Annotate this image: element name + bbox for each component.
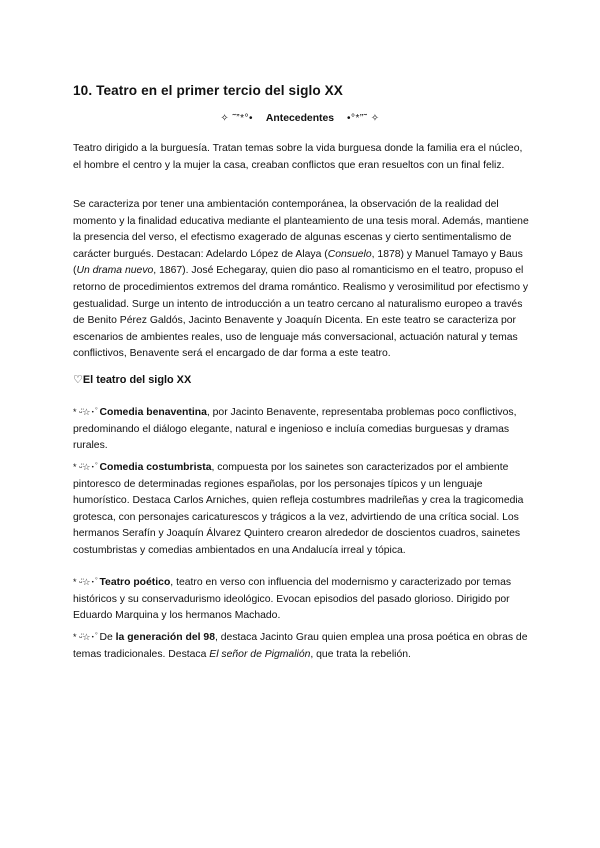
item-term: Teatro poético — [99, 577, 171, 588]
paragraph-intro — [73, 141, 529, 174]
bullet-icon: * ᵕ̈☆･ﾟ — [73, 462, 100, 472]
decorative-ornament-right: •°*”˜ ✧ — [346, 113, 380, 124]
work-title: Consuelo — [327, 248, 372, 260]
bullet-icon: * ᵕ̈☆･ﾟ — [73, 577, 100, 587]
text-run: De — [99, 632, 116, 643]
text-run: , teatro en verso con influencia del modernismo y caracterizado por temas históricos y su conservadurismo ideológico. Evocan episodios del pasado glorioso. Dirigido por Eduardo Marquina y los hermanos Machado. — [73, 577, 512, 622]
work-title: El señor de Pigmalión — [209, 648, 311, 660]
decorative-ornament-left: ✧ ˜”*°• — [220, 113, 254, 124]
section-heading-antecedentes — [0, 113, 600, 124]
item-term: la generación del 98 — [115, 632, 215, 643]
paragraph-text — [73, 197, 529, 363]
list-item-text — [73, 574, 529, 625]
bullet-icon: * ᵕ̈☆･ﾟ — [73, 632, 100, 642]
list-item — [73, 404, 529, 455]
list-item-text — [73, 404, 529, 455]
text-run: , compuesta por los sainetes son caracterizados por el ambiente pintoresco de determinadas regiones españolas, por los personajes típicos y un lenguaje humorístico. Destaca Carlos Arniches, quien refleja costumbres madrileñas y crea la tragicomedia grotesca, con personajes caricaturescos y trágicos a la vez, advirtiendo de una crítica social. Los hermanos Serafín y Joaquín Álvarez Quintero crearon alrededor de doscientos cuadros, sainetes costumbristas y comedias ambientados en una Andalucía irreal y tópica. — [73, 462, 524, 556]
paragraph-text: Teatro dirigido a la burguesía. Tratan temas sobre la vida burguesa donde la familia era el núcleo, el hombre el centro y la mujer la casa, creaban conflictos que eran resueltos con un final feliz. — [73, 143, 523, 171]
bullet-icon: * ᵕ̈☆･ﾟ — [73, 407, 100, 417]
text-run: , 1878) y Manuel Tamayo y Baus ( — [73, 248, 523, 277]
list-item — [73, 574, 529, 625]
text-run: , 1867). José Echegaray, quien dio paso al romanticismo en el teatro, propuso el retorno de procedimientos extremos del drama romántico. Realismo y verosimilitud por efectismo y gestualidad. Surge un intento de introducción a un teatro cercano al naturalismo europeo a través de Benito Pérez Galdós, Jacinto Benavente y Joaquín Dicenta. En este teatro se caracteriza por escenarios de ambientes reales, uso de lenguaje más conversacional, actuación natural y temas conflictivos, Benavente será el encargado de dar forma a este teatro. — [73, 265, 529, 360]
paragraph-characteristics — [73, 197, 529, 363]
section-heading-label: Antecedentes — [265, 113, 335, 124]
list-item — [73, 629, 529, 663]
heart-icon: ♡ — [73, 374, 83, 386]
text-run: , que trata la rebelión. — [310, 648, 411, 660]
text-run: , por Jacinto Benavente, representaba problemas poco conflictivos, predominando el diálogo elegante, natural e ingenioso e incluía comedias burguesas y dramas rurales. — [73, 407, 517, 452]
list-item-text — [73, 629, 529, 663]
section-heading-siglo-xx — [73, 373, 191, 386]
text-run: , destaca Jacinto Grau quien emplea una prosa poética en obras de temas tradicionales. Destaca — [73, 632, 528, 660]
page-title: 10. Teatro en el primer tercio del siglo XX — [73, 83, 343, 98]
work-title: Un drama nuevo — [76, 265, 154, 277]
text-run: Se caracteriza por tener una ambientación contemporánea, la observación de la realidad del momento y la finalidad educativa mediante el planteamiento de una tesis moral. Además, mantiene la presencia del verso, el efectismo exagerado de algunas escenas y cierto sentimentalismo de carácter burgués. Destacan: Adelardo López de Alaya ( — [73, 199, 529, 260]
list-item-text — [73, 459, 529, 560]
list-item — [73, 459, 529, 560]
item-term: Comedia benaventina — [99, 407, 207, 418]
item-term: Comedia costumbrista — [99, 462, 212, 473]
section-heading-label: El teatro del siglo XX — [82, 374, 192, 386]
